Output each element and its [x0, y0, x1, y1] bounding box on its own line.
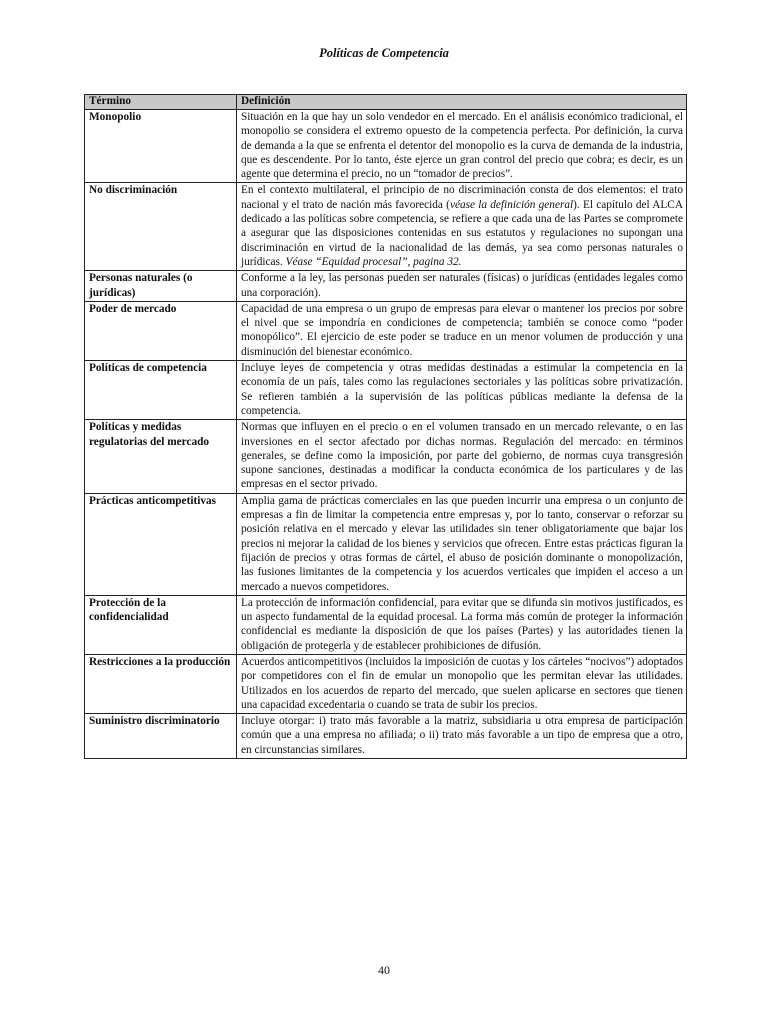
definition-cell	[237, 361, 687, 420]
definition-text: Amplia gama de prácticas comerciales en las que pueden incurrir una empresa o un conjunto de empresas a fin de limitar la competencia entre empresas y, por lo tanto, conservar o reforzar su posición relativa en el mercado y elevar las utilidades sin tener obligatoriamente que bajar los precios ni mejorar la calidad de los bienes y servicios que ofrecen. Entre estas prácticas figuran la fijación de precios y otras formas de cártel, el abuso de posición dominante o monopolización, las fusiones limitantes de la competencia y los acuerdos verticales que impiden el acceso a un mercado a nuevos competidores.	[241, 494, 683, 593]
definition-cell	[237, 110, 687, 183]
definition-cell	[237, 595, 687, 654]
column-header-definition: Definición	[237, 95, 687, 110]
definition-text: Capacidad de una empresa o un grupo de empresas para elevar o mantener los precios por sobre el nivel que se impondría en condiciones de competencia; también se conoce como “poder monopólico”. El ejercicio de este poder se traduce en un menor volumen de producción y una disminución del bienestar económico.	[241, 302, 683, 358]
definition-text: Incluye otorgar: i) trato más favorable a la matriz, subsidiaria u otra empresa de participación común que a una empresa no afiliada; o ii) trato más favorable a un tipo de empresa que a otro, en circunstancias similares.	[241, 715, 683, 756]
definition-reference: véase la definición general	[449, 198, 574, 211]
definition-reference: Véase “Equidad procesal”, pagina 32.	[285, 255, 462, 268]
table-row	[85, 420, 687, 493]
table-row	[85, 301, 687, 360]
glossary-table	[84, 94, 687, 759]
page-header: Políticas de Competencia	[319, 46, 449, 60]
table-header-row	[85, 95, 687, 110]
term-cell: Protección de la confidencialidad	[85, 595, 237, 654]
page-number: 40	[378, 963, 390, 977]
definition-text: ). El capítulo del ALCA dedicado a las políticas sobre competencia, se refiere a que cada una de las Partes se compromete a asegurar que las disposiciones contenidas en sus estatutos y regulaciones no supongan una discriminación en virtud de la nacionalidad de las demás, ya sea como personas naturales o jurídicas.	[241, 198, 683, 268]
term-cell: Políticas de competencia	[85, 361, 237, 420]
term-cell: No discriminación	[85, 183, 237, 271]
term-cell: Políticas y medidas regulatorias del mercado	[85, 420, 237, 493]
definition-cell	[237, 714, 687, 759]
definition-text: Incluye leyes de competencia y otras medidas destinadas a estimular la competencia en la economía de un país, tales como las regulaciones sectoriales y las políticas sobre privatización. Se refieren también a la supervisión de las políticas públicas mediante la defensa de la competencia.	[241, 362, 683, 417]
definition-text: Conforme a la ley, las personas pueden ser naturales (físicas) o jurídicas (entidades legales como una corporación).	[241, 272, 683, 299]
definition-cell	[237, 654, 687, 713]
definition-text: En el contexto multilateral, el principio de no discriminación consta de dos elementos: el trato nacional y el trato de nación más favorecida (	[241, 184, 683, 211]
definition-text: La protección de información confidencial, para evitar que se difunda sin motivos justificados, es un aspecto fundamental de la equidad procesal. La forma más común de proteger la información confidencial es mediante la disposición de que los países (Partes) y las autoridades tienen la obligación de protegerla y de establecer prohibiciones de difusión.	[241, 596, 683, 652]
term-cell: Personas naturales (o jurídicas)	[85, 271, 237, 302]
term-cell: Restricciones a la producción	[85, 654, 237, 713]
definition-cell	[237, 271, 687, 302]
table-row	[85, 110, 687, 183]
definition-cell	[237, 301, 687, 360]
table-row	[85, 271, 687, 302]
term-cell: Suministro discriminatorio	[85, 714, 237, 759]
term-cell: Monopolio	[85, 110, 237, 183]
definition-cell	[237, 493, 687, 595]
table-row	[85, 595, 687, 654]
definition-cell	[237, 183, 687, 271]
table-row	[85, 361, 687, 420]
definition-text: Normas que influyen en el precio o en el volumen transado en un mercado relevante, o en las inversiones en el sector afectado por dichas normas. Regulación del mercado: en términos generales, se define como la imposición, por parte del gobierno, de normas cuya transgresión supone sanciones, destinadas a modificar la conducta económica de los particulares y de las empresas en el sector privado.	[241, 421, 683, 491]
term-cell: Prácticas anticompetitivas	[85, 493, 237, 595]
table-row	[85, 183, 687, 271]
table-row	[85, 493, 687, 595]
term-cell: Poder de mercado	[85, 301, 237, 360]
table-row	[85, 654, 687, 713]
column-header-term: Término	[85, 95, 237, 110]
definition-cell	[237, 420, 687, 493]
definition-text: Situación en la que hay un solo vendedor en el mercado. En el análisis económico tradicional, el monopolio se considera el extremo opuesto de la competencia perfecta. Por definición, la curva de demanda a la que se enfrenta el detentor del monopolio es la curva de demanda de la industria, que es descendente. Por lo tanto, éste ejerce un gran control del precio que cobra; es decir, es un agente que determina el precio, no un “tomador de precios”.	[241, 111, 683, 181]
definition-text: Acuerdos anticompetitivos (incluidos la imposición de cuotas y los cárteles “nocivos”) adoptados por competidores con el fin de emular un monopolio que les permitan elevar las utilidades. Utilizados en los acuerdos de reparto del mercado, que suelen aplicarse en sectores que tienen una capacidad excedentaria o cuando se trata de subir los precios.	[241, 655, 683, 711]
glossary-body	[85, 110, 687, 759]
table-row	[85, 714, 687, 759]
